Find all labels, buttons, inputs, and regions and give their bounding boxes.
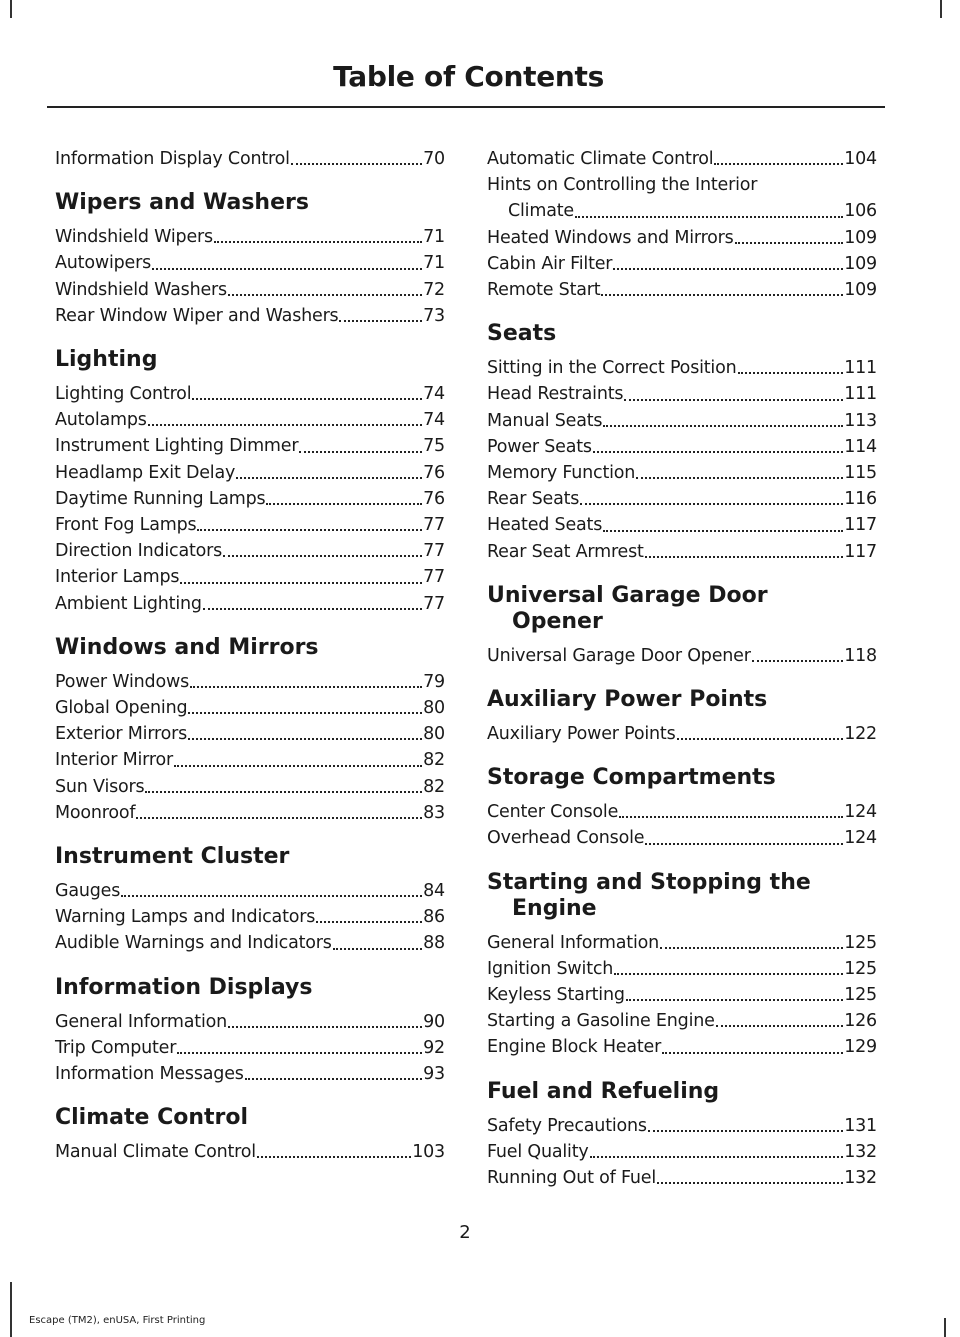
toc-entry-page: 71 [423,253,445,274]
toc-entry[interactable] [55,512,445,538]
dot-leader [291,163,422,165]
toc-entry[interactable] [55,538,445,564]
toc-entry-page: 126 [844,1011,877,1032]
dot-leader [214,241,422,243]
dot-leader [228,294,422,296]
toc-entry-page: 74 [423,384,445,405]
dot-leader [752,660,843,662]
toc-entry-title: Information Display Control [55,149,290,169]
toc-entry[interactable] [487,146,877,172]
toc-entry[interactable] [55,930,445,956]
toc-entry-page: 83 [423,802,445,823]
toc-entry-page: 111 [844,358,877,379]
section-heading [55,975,445,1001]
toc-entry-title: Instrument Lighting Dimmer [55,436,299,457]
toc-entry-page: 90 [423,1011,445,1032]
toc-entry-title: Direction Indicators [55,541,223,562]
toc-entry-title: Heated Seats [487,515,603,536]
toc-entry[interactable] [55,460,445,486]
toc-entry-title: Exterior Mirrors [55,724,188,745]
dot-leader [145,791,422,793]
toc-entry[interactable] [487,172,877,224]
section-heading-text: Information Displays [55,974,313,1000]
section-heading [487,870,877,922]
crop-mark-bottom-left [10,1282,12,1337]
toc-entry-page: 124 [844,828,877,849]
toc-entry[interactable] [55,695,445,721]
dot-leader [575,216,843,218]
toc-entry-page: 77 [423,593,445,614]
toc-entry[interactable] [55,774,445,800]
toc-entry-page: 114 [844,436,877,457]
toc-entry-title: Autolamps [55,410,147,431]
section-heading-text: Climate Control [55,1105,249,1131]
header-divider [47,106,885,108]
toc-entry-page: 92 [423,1037,445,1058]
toc-entry-title: General Information [487,932,660,953]
toc-entry[interactable] [55,878,445,904]
toc-entry-page: 74 [423,410,445,431]
dot-leader [580,503,843,505]
toc-entry[interactable] [55,904,445,930]
section-heading [55,844,445,870]
toc-entry-page: 93 [423,1064,445,1085]
toc-entry[interactable] [487,721,877,747]
dot-leader [714,163,843,165]
section-heading-text: Universal Garage Door [487,582,768,608]
toc-entry-title: Remote Start [487,280,601,301]
toc-entry-title: Overhead Console [487,828,645,849]
toc-entry-title: Audible Warnings and Indicators [55,933,332,954]
dot-leader [613,268,843,270]
section-heading [487,321,877,347]
toc-entry-title: Power Windows [55,671,189,692]
toc-entry[interactable] [55,250,445,276]
toc-entry-page: 109 [844,227,877,248]
dot-leader [121,895,422,897]
toc-entry-page: 111 [844,384,877,405]
toc-entry-title: Moonroof [55,802,136,823]
toc-entry-page: 132 [844,1141,877,1162]
section-heading-text-continued: Opener [512,608,603,634]
toc-entry-title: Windshield Wipers [55,227,213,248]
toc-entry[interactable] [487,1008,877,1034]
toc-entry-title: Warning Lamps and Indicators [55,907,316,928]
toc-entry-title: Interior Lamps [55,567,180,588]
toc-entry-page: 104 [844,149,877,169]
dot-leader [648,1130,843,1132]
toc-entry-page: 125 [844,958,877,979]
toc-entry-title: Engine Block Heater [487,1037,662,1058]
dot-leader [299,451,422,453]
toc-entry-page: 106 [844,201,877,222]
toc-entry[interactable] [487,799,877,825]
toc-entry[interactable] [487,825,877,851]
toc-entry-page: 84 [423,881,445,902]
section-heading-text: Seats [487,321,557,347]
section-heading-text: Wipers and Washers [55,190,309,216]
toc-entry[interactable] [487,434,877,460]
toc-entry-title: Interior Mirror [55,750,173,771]
dot-leader [136,817,422,819]
section-heading-text: Storage Compartments [487,765,776,791]
toc-entry-title: Global Opening [55,698,188,719]
dot-leader [203,608,422,610]
section-heading [55,190,445,216]
dot-leader [657,1182,843,1184]
toc-entry[interactable] [487,460,877,486]
toc-entry-page: 122 [844,724,877,745]
dot-leader [601,294,843,296]
toc-entry-page: 77 [423,515,445,536]
toc-entry-page: 113 [844,410,877,431]
toc-entry-page: 129 [844,1037,877,1058]
crop-mark-top-left [10,0,12,18]
page-number: 2 [459,1222,471,1243]
dot-leader [177,1052,422,1054]
toc-entry-title: Manual Seats [487,410,603,431]
toc-entry-title: Automatic Climate Control [487,149,714,169]
toc-entry-title: Ambient Lighting [55,593,202,614]
toc-entry[interactable] [487,355,877,381]
toc-right-column [487,146,877,1191]
section-heading [487,1079,877,1105]
section-heading-text: Lighting [55,347,158,373]
toc-entry-page: 79 [423,671,445,692]
toc-entry[interactable] [487,1139,877,1165]
dot-leader [716,1025,843,1027]
toc-entry-page: 116 [844,489,877,510]
dot-leader [148,424,422,426]
dot-leader [614,973,843,975]
dot-leader [333,948,422,950]
toc-entry[interactable] [487,408,877,434]
toc-entry-title: Information Messages [55,1064,244,1085]
toc-entry-page: 80 [423,698,445,719]
toc-entry-page: 117 [844,541,877,562]
toc-entry-title: Rear Seat Armrest [487,541,644,562]
toc-entry-page: 88 [423,933,445,954]
toc-entry[interactable] [55,721,445,747]
toc-entry-title: Rear Seats [487,489,580,510]
toc-entry-title: Rear Window Wiper and Washers [55,305,339,326]
toc-entry-page: 75 [423,436,445,457]
toc-entry-page: 125 [844,932,877,953]
section-heading-text-continued: Engine [512,895,597,921]
section-heading-text: Starting and Stopping the [487,869,811,895]
toc-entry-title: Trip Computer [55,1037,177,1058]
toc-entry[interactable] [55,1061,445,1087]
dot-leader [590,1156,844,1158]
toc-entry-page: 86 [423,907,445,928]
toc-entry-title: Head Restraints [487,384,624,405]
toc-entry[interactable] [55,564,445,590]
dot-leader [197,529,422,531]
toc-entry-page: 124 [844,802,877,823]
toc-entry-title: Manual Climate Control [55,1142,256,1163]
toc-entry-page: 132 [844,1168,877,1189]
section-heading-text: Windows and Mirrors [55,634,319,660]
section-heading [55,1105,445,1131]
section-heading-text: Instrument Cluster [55,844,290,870]
toc-entry[interactable] [55,224,445,250]
toc-entry-title: Autowipers [55,253,151,274]
dot-leader [645,843,843,845]
toc-entry[interactable] [55,486,445,512]
toc-entry[interactable] [55,433,445,459]
toc-entry-page: 76 [423,462,445,483]
toc-entry-title: Front Fog Lamps [55,515,197,536]
toc-entry-title: Running Out of Fuel [487,1168,657,1189]
section-heading [487,583,877,635]
section-heading [487,687,877,713]
section-heading [55,347,445,373]
dot-leader [180,582,422,584]
dot-leader [662,1052,843,1054]
toc-entry-title: Daytime Running Lamps [55,488,266,509]
dot-leader [188,738,422,740]
toc-entry-title: Starting a Gasoline Engine [487,1011,715,1032]
toc-entry-page: 76 [423,488,445,509]
toc-entry[interactable] [487,381,877,407]
toc-entry-title-continued: Climate [508,201,574,222]
toc-entry-title: Sun Visors [55,776,145,797]
dot-leader [645,556,843,558]
dot-leader [257,1156,411,1158]
toc-entry-page: 118 [844,645,877,666]
toc-entry-page: 117 [844,515,877,536]
dot-leader [188,712,422,714]
toc-entry[interactable] [55,146,445,172]
toc-entry[interactable] [55,277,445,303]
crop-mark-bottom-right [944,1318,946,1337]
toc-entry[interactable] [487,277,877,303]
dot-leader [603,530,843,532]
toc-entry-title: Power Seats [487,436,592,457]
toc-entry-continued-row [487,198,877,224]
toc-entry[interactable] [487,1165,877,1191]
dot-leader [266,503,422,505]
toc-entry[interactable] [487,225,877,251]
section-heading-text: Auxiliary Power Points [487,687,768,713]
toc-entry[interactable] [55,669,445,695]
toc-entry-page: 103 [412,1142,445,1163]
toc-entry-title: Safety Precautions [487,1115,647,1136]
dot-leader [619,816,843,818]
toc-entry-page: 109 [844,253,877,274]
toc-entry-page: 70 [423,149,445,169]
toc-entry-title: Sitting in the Correct Position [487,358,737,379]
dot-leader [636,477,843,479]
toc-entry-title: Keyless Starting [487,985,625,1006]
toc-entry[interactable] [55,407,445,433]
toc-entry[interactable] [55,303,445,329]
toc-entry[interactable] [487,643,877,669]
toc-entry-page: 71 [423,227,445,248]
crop-mark-top-right [940,0,942,18]
toc-entry-page: 82 [423,750,445,771]
toc-entry-page: 72 [423,279,445,300]
toc-entry[interactable] [487,1034,877,1060]
toc-entry-title: Gauges [55,881,121,902]
toc-entry[interactable] [55,1035,445,1061]
toc-entry[interactable] [55,800,445,826]
dot-leader [236,477,422,479]
toc-entry-page: 77 [423,567,445,588]
toc-entry[interactable] [487,930,877,956]
dot-leader [228,1026,422,1028]
dot-leader [152,268,422,270]
toc-entry-title: Universal Garage Door Opener [487,645,751,666]
dot-leader [339,320,422,322]
toc-entry[interactable] [55,747,445,773]
toc-entry[interactable] [487,1113,877,1139]
section-heading-text: Fuel and Refueling [487,1078,720,1104]
toc-entry-title: Cabin Air Filter [487,253,613,274]
toc-entry-page: 115 [844,463,877,484]
toc-entry-page: 109 [844,280,877,301]
toc-left-column [55,146,445,1165]
toc-entry[interactable] [487,539,877,565]
dot-leader [192,398,422,400]
dot-leader [738,372,844,374]
dot-leader [174,765,422,767]
toc-entry-title: Hints on Controlling the Interior [487,175,758,196]
dot-leader [223,555,422,557]
dot-leader [624,399,843,401]
section-heading [55,635,445,661]
toc-entry-title: General Information [55,1011,228,1032]
page-title: Table of Contents [333,60,604,93]
dot-leader [245,1078,422,1080]
toc-entry-page: 131 [844,1115,877,1136]
dot-leader [677,738,844,740]
toc-entry-title: Center Console [487,802,619,823]
toc-entry-page: 82 [423,776,445,797]
edition-footer: Escape (TM2), enUSA, First Printing [29,1315,206,1326]
toc-entry-page: 73 [423,305,445,326]
toc-entry-page: 80 [423,724,445,745]
toc-entry-title: Heated Windows and Mirrors [487,227,734,248]
toc-entry[interactable] [487,486,877,512]
toc-entry-title: Windshield Washers [55,279,227,300]
section-heading [487,765,877,791]
toc-entry[interactable] [487,956,877,982]
toc-entry-title: Ignition Switch [487,958,614,979]
toc-entry[interactable] [55,1009,445,1035]
toc-entry[interactable] [55,591,445,617]
toc-entry[interactable] [55,1139,445,1165]
toc-entry[interactable] [487,982,877,1008]
dot-leader [735,242,844,244]
toc-entry-title: Lighting Control [55,384,192,405]
dot-leader [626,999,843,1001]
toc-entry[interactable] [55,381,445,407]
toc-entry[interactable] [487,512,877,538]
dot-leader [593,451,843,453]
dot-leader [316,921,422,923]
dot-leader [603,425,843,427]
toc-entry-title: Memory Function [487,463,636,484]
dot-leader [190,686,422,688]
toc-entry[interactable] [487,251,877,277]
toc-entry-title: Headlamp Exit Delay [55,462,236,483]
toc-entry-title: Auxiliary Power Points [487,724,676,745]
toc-entry-page: 125 [844,985,877,1006]
toc-entry-page: 77 [423,541,445,562]
toc-entry-title: Fuel Quality [487,1141,589,1162]
dot-leader [660,947,843,949]
